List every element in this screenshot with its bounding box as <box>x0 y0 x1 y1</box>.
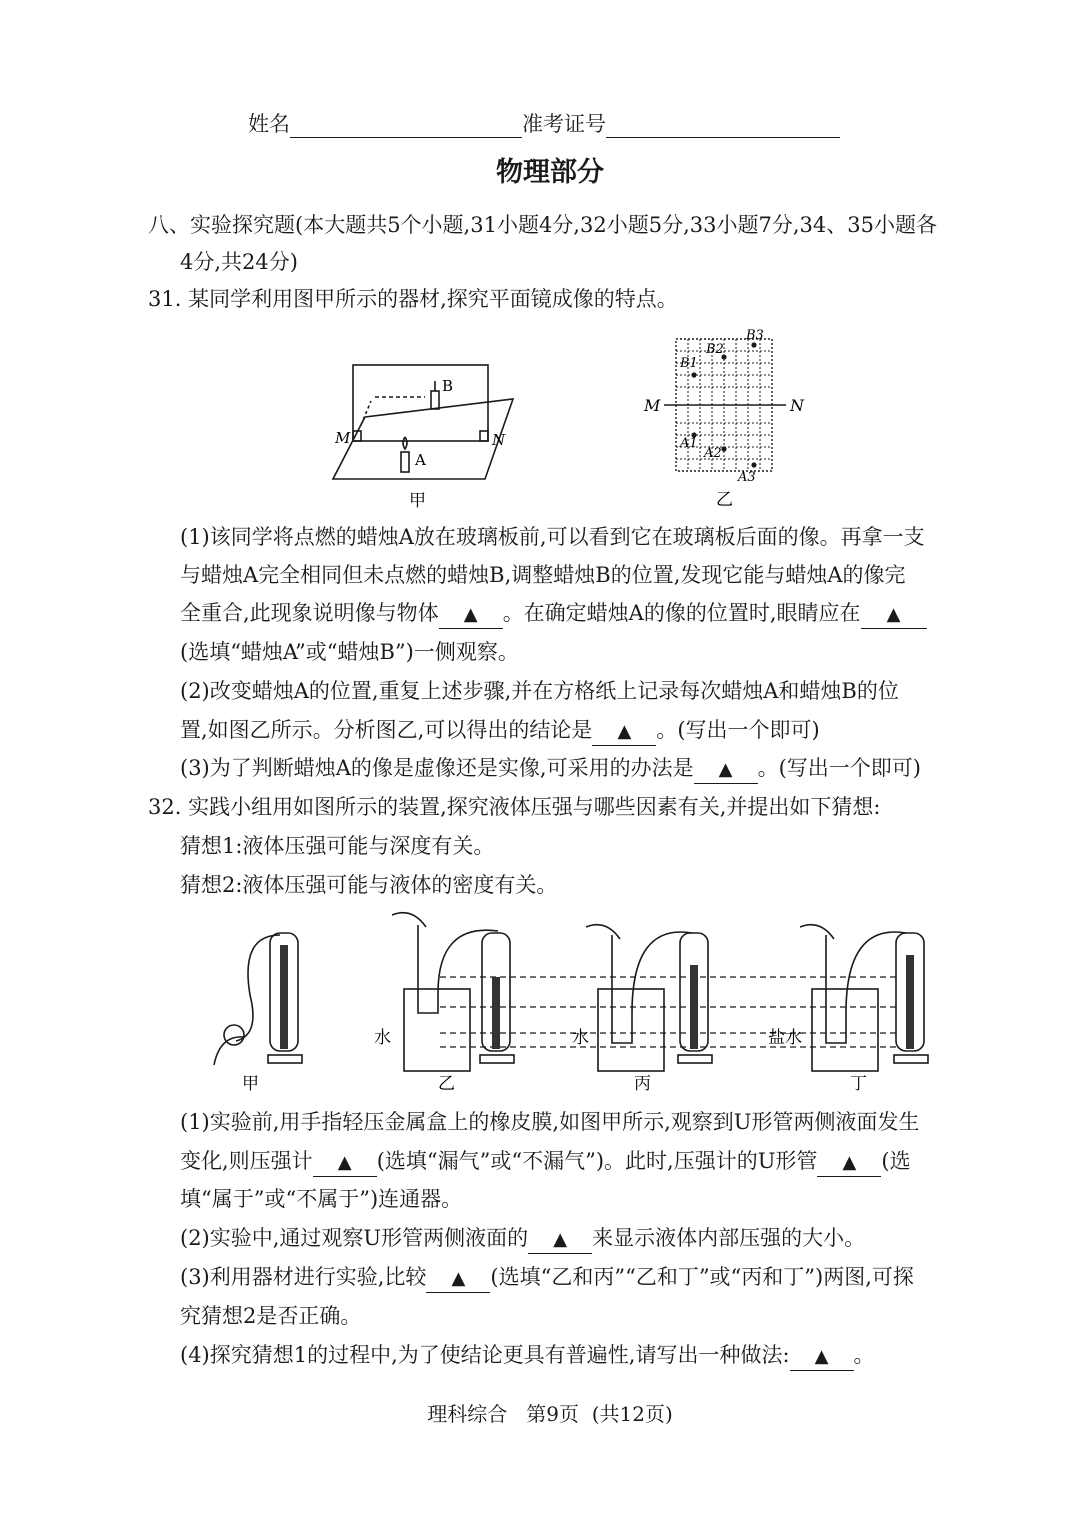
grid-label-n: N <box>790 396 804 415</box>
liquid-label-bing: 水 <box>572 1028 589 1048</box>
page-footer: 理科综合 第9页 (共12页) <box>427 1402 673 1426</box>
q32-p1-line1: (1)实验前,用手指轻压金属盒上的橡皮膜,如图甲所示,观察到U形管两侧液面发生 <box>180 1110 920 1134</box>
caption-bing-32: 丙 <box>634 1074 651 1094</box>
q32-guess2: 猜想2:液体压强可能与液体的密度有关。 <box>180 873 558 897</box>
answer-blank[interactable]: ▲ <box>426 1266 490 1293</box>
point-b2: B2 <box>706 342 724 357</box>
exam-id-blank[interactable] <box>606 111 840 138</box>
q31-p3: (3)为了判断蜡烛A的像是虚像还是实像,可采用的办法是 ▲ 。(写出一个即可) <box>180 753 921 784</box>
q32-p4: (4)探究猜想1的过程中,为了使结论更具有普遍性,请写出一种做法: ▲ 。 <box>180 1340 875 1371</box>
glass-plate <box>353 365 488 441</box>
answer-blank[interactable]: ▲ <box>861 602 927 629</box>
liquid-label-ding: 盐水 <box>768 1028 802 1048</box>
point-a2: A2 <box>704 446 722 461</box>
point-a3: A3 <box>738 470 756 485</box>
answer-blank[interactable]: ▲ <box>817 1150 881 1177</box>
exam-header <box>248 109 840 139</box>
q31-p1-line4: (选填“蜡烛A”或“蜡烛B”)一侧观察。 <box>180 640 519 664</box>
answer-blank[interactable]: ▲ <box>528 1227 592 1254</box>
name-blank[interactable] <box>290 111 522 138</box>
caption-jia: 甲 <box>409 491 426 511</box>
pressure-gauge-jia <box>214 933 302 1065</box>
q31-p1-line2: 与蜡烛A完全相同但未点燃的蜡烛B,调整蜡烛B的位置,发现它能与蜡烛A的像完 <box>180 563 906 587</box>
liquid-label-yi: 水 <box>374 1028 391 1048</box>
answer-blank[interactable]: ▲ <box>439 602 503 629</box>
grid-label-m: M <box>644 396 661 415</box>
caption-ding-32: 丁 <box>850 1074 867 1094</box>
answer-blank[interactable]: ▲ <box>790 1344 854 1371</box>
q31-p2-line2: 置,如图乙所示。分析图乙,可以得出的结论是 ▲ 。(写出一个即可) <box>180 715 820 746</box>
q32-p3-line1: (3)利用器材进行实验,比较 ▲ (选填“乙和丙”“乙和丁”或“丙和丁”)两图,可探 <box>180 1262 914 1293</box>
name-label: 姓名 <box>248 112 290 136</box>
caption-jia-32: 甲 <box>242 1074 259 1094</box>
q31-stem: 31. 某同学利用图甲所示的器材,探究平面镜成像的特点。 <box>148 287 678 311</box>
q32-p1-line2: 变化,则压强计 ▲ (选填“漏气”或“不漏气”)。此时,压强计的U形管 ▲ (选 <box>180 1146 911 1177</box>
q32-stem: 32. 实践小组用如图所示的装置,探究液体压强与哪些因素有关,并提出如下猜想: <box>148 795 881 819</box>
q31-figure-jia <box>325 355 515 515</box>
q32-guess1: 猜想1:液体压强可能与深度有关。 <box>180 834 495 858</box>
point-b3: B3 <box>746 328 764 343</box>
point-b1: B1 <box>680 356 698 371</box>
caption-yi-32: 乙 <box>438 1074 455 1094</box>
q32-p3-line2: 究猜想2是否正确。 <box>180 1304 362 1328</box>
label-n: N <box>492 431 506 449</box>
q31-p1-line1: (1)该同学将点燃的蜡烛A放在玻璃板前,可以看到它在玻璃板后面的像。再拿一支 <box>180 525 925 549</box>
answer-blank[interactable]: ▲ <box>592 719 656 746</box>
q32-figures <box>200 905 940 1100</box>
point-a1: A1 <box>680 436 698 451</box>
part-heading-line2: 4分,共24分) <box>180 250 298 274</box>
u-tube-liquid <box>280 945 288 1049</box>
q32-p2: (2)实验中,通过观察U形管两侧液面的 ▲ 来显示液体内部压强的大小。 <box>180 1223 865 1254</box>
q31-figure-yi <box>640 325 810 515</box>
label-m: M <box>335 429 351 447</box>
section-title: 物理部分 <box>496 157 604 188</box>
q31-p1-line3: 全重合,此现象说明像与物体 ▲ 。在确定蜡烛A的像的位置时,眼睛应在 ▲ <box>180 598 927 629</box>
label-a: A <box>415 451 426 469</box>
q31-p2-line1: (2)改变蜡烛A的位置,重复上述步骤,并在方格纸上记录每次蜡烛A和蜡烛B的位 <box>180 679 899 703</box>
answer-blank[interactable]: ▲ <box>694 757 758 784</box>
answer-blank[interactable]: ▲ <box>313 1150 377 1177</box>
candle-a <box>401 452 409 472</box>
exam-id-label: 准考证号 <box>522 112 606 136</box>
part-heading-line1: 八、实验探究题(本大题共5个小题,31小题4分,32小题5分,33小题7分,34、35小题各 <box>148 213 937 237</box>
q32-p1-line3: 填“属于”或“不属于”)连通器。 <box>180 1187 463 1211</box>
candle-b <box>431 391 439 409</box>
caption-yi: 乙 <box>716 490 733 510</box>
label-b: B <box>442 377 454 395</box>
